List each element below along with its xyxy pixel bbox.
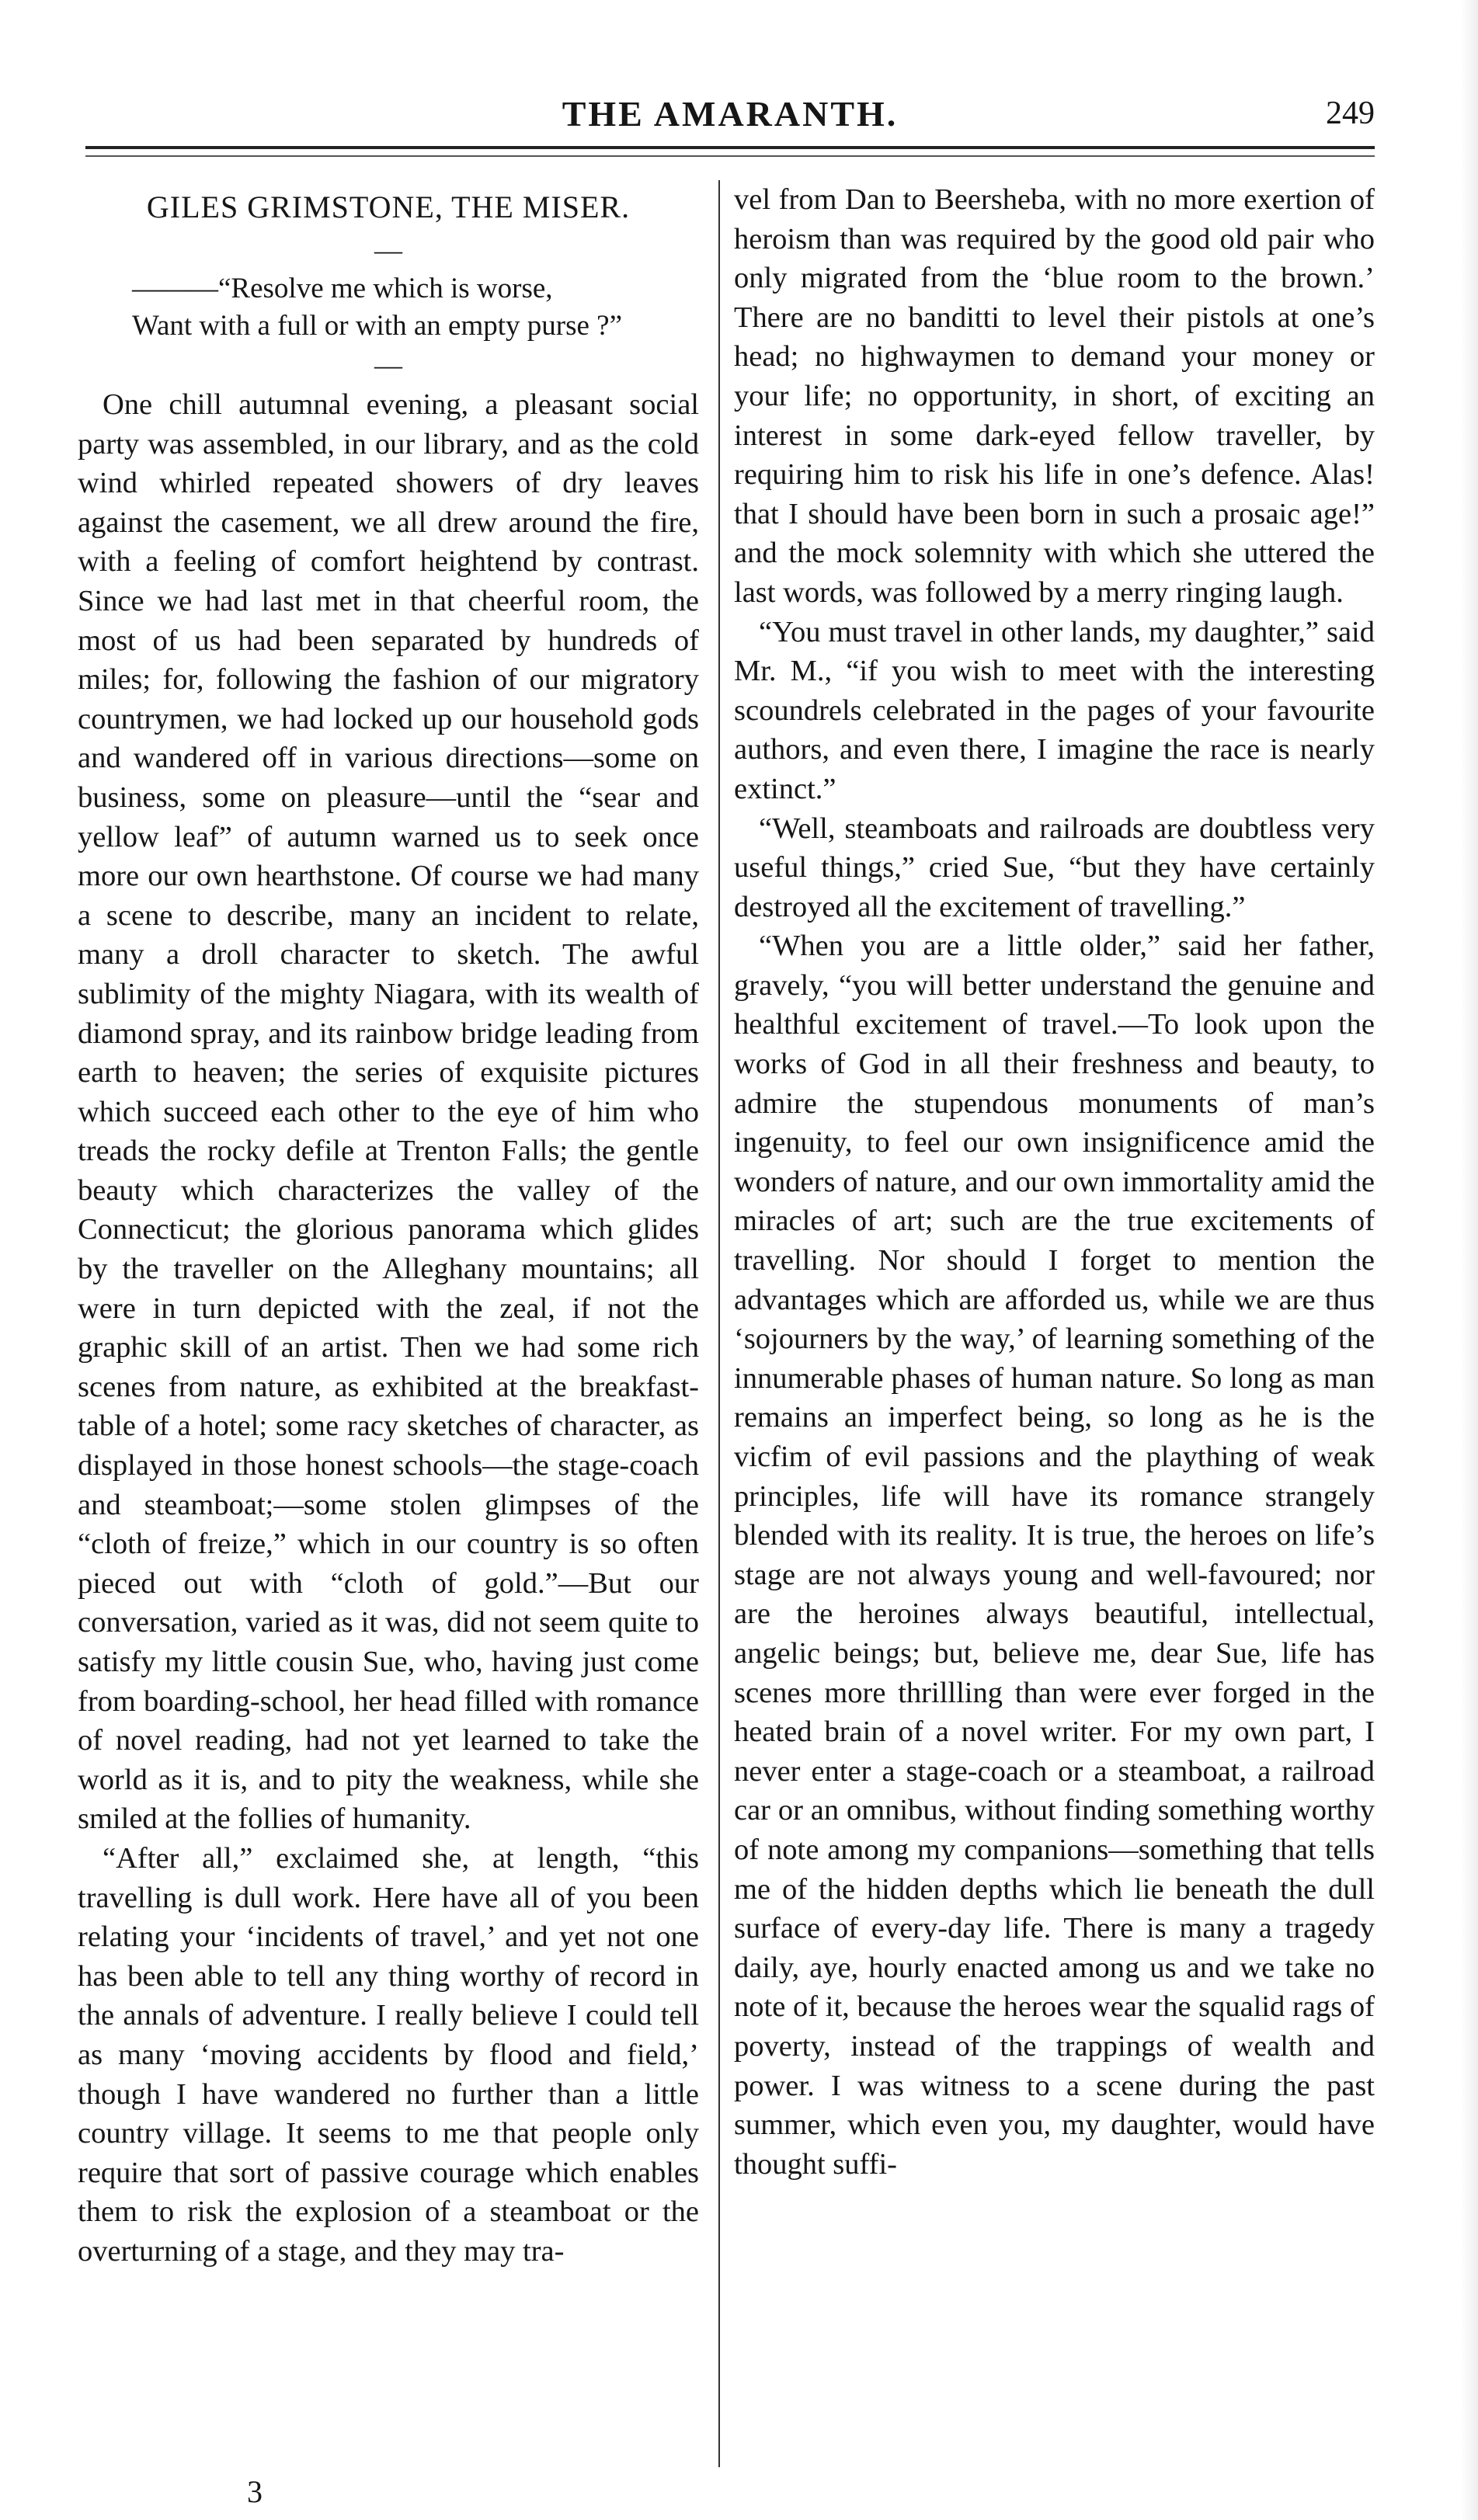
page-number: 249 (1326, 96, 1375, 131)
epigraph-line-1: ———“Resolve me which is worse, (132, 273, 553, 304)
left-column (78, 180, 699, 2471)
paragraph: “After all,” exclaimed she, at length, “this travelling is dull work. Here have all of you been relating your ‘incidents of travel,’ and yet not one has been able to tell any thing worthy of record in the annals of adventure. I really believe I could tell as many ‘moving accidents by flood and field,’ though I have wandered no further than a little country village. It seems to me that people only require that sort of passive courage which enables them to risk the explosion of a steamboat or the overturning of a stage, and they may tra- (78, 1841, 699, 2268)
running-title: THE AMARANTH. (562, 94, 899, 134)
header-rule-thick (85, 146, 1375, 149)
paragraph: “You must travel in other lands, my daughter,” said Mr. M., “if you wish to meet with the interesting scoundrels celebrated in the pages of your favourite authors, and even there, I imagine the race is nearly extinct.” (734, 615, 1375, 805)
paragraph: vel from Dan to Beersheba, with no more exertion of heroism than was required by the good old pair who only migrated from the ‘blue room to the brown.’ There are no banditti to level their pistols at one’s head; no highwaymen to demand your money or your life; no opportunity, in short, of exciting an interest in some dark-eyed fellow traveller, by requiring him to risk his life in one’s defence. Alas! that I should have been born in such a prosaic age!” and the mock solemnity with which she uttered the last words, was followed by a merry ringing laugh. (734, 183, 1375, 609)
epigraph (78, 270, 699, 345)
signature-mark: 3 (247, 2474, 263, 2509)
epigraph-line-2: Want with a full or with an empty purse ?” (132, 310, 622, 342)
paragraph: One chill autumnal evening, a pleasant social party was assembled, in our library, and as the cold wind whirled repeated showers of dry leaves against the casement, we all drew around the fire, with a feeling of comfort heightend by contrast. Since we had last met in that cheerful room, the most of us had been separated by hundreds of miles; for, following the fashion of our migratory countrymen, we had locked up our household gods and wandered off in various directions—some on business, some on pleasure—until the “sear and yellow leaf” of autumn warned us to seek once more our own hearthstone. Of course we had many a scene to describe, many an incident to relate, many a droll character to sketch. The awful sublimity of the mighty Niagara, with its wealth of diamond spray, and its rainbow bridge leading from earth to heaven; the series of exquisite pictures which succeed each other to the eye of him who treads the rocky defile at Trenton Falls; the gentle beauty which characterizes the valley of the Connecticut; the glorious panorama which glides by the traveller on the Alleghany mountains; all were in turn depicted with the zeal, if not the graphic skill of an artist. Then we had some rich scenes from nature, as exhibited at the breakfast-table of a hotel; some racy sketches of character, as displayed in those honest schools—the stage-coach and steamboat;—some stolen glimpses of the “cloth of freize,” which in our country is so often pieced out with “cloth of gold.”—But our conversation, varied as it was, did not seem quite to satisfy my little cousin Sue, who, having just come from boarding-school, her head filled with romance of novel reading, had not yet learned to take the world as it is, and to pity the weakness, while she smiled at the follies of humanity. (78, 388, 699, 1836)
scan-edge (1461, 0, 1478, 2520)
epigraph-separator: — (374, 349, 402, 381)
column-divider (718, 180, 720, 2467)
title-separator: — (374, 235, 402, 266)
header-rule-thin (85, 155, 1375, 157)
running-head (85, 82, 1375, 137)
right-column (734, 180, 1375, 2471)
paragraph: “When you are a little older,” said her father, gravely, “you will better understand the genuine and healthful excitement of travel.—To look upon the works of God in all their freshness and beauty, to admire the stupendous monuments of man’s ingenuity, to feel our own insignificence amid the wonders of nature, and our own immortality amid the miracles of art; such are the true excitements of travelling. Nor should I forget to mention the advantages which are afforded us, while we are thus ‘sojourners by the way,’ of learning something of the innumerable phases of human nature. So long as man remains an imperfect being, so long as he is the vicfim of evil passions and the plaything of weak principles, life will have its romance strangely blended with its reality. It is true, the heroes on life’s stage are not always young and well-favoured; nor are the heroines always beautiful, intellectual, angelic beings; but, believe me, dear Sue, life has scenes more thrillling than were ever forged in the heated brain of a novel writer. For my own part, I never enter a stage-coach or a steamboat, a railroad car or an omnibus, without finding something worthy of note among my companions—something that tells me of the hidden depths which lie beneath the dull surface of every-day life. There is many a tragedy daily, aye, hourly enacted among us and we take no note of it, because the heroes wear the squalid rags of poverty, instead of the trappings of wealth and power. I was witness to a scene during the past summer, which even you, my daughter, would have thought suffi- (734, 930, 1375, 2181)
article-title: GILES GRIMSTONE, THE MISER. (146, 189, 631, 224)
paragraph: “Well, steamboats and railroads are doubtless very useful things,” cried Sue, “but they have certainly destroyed all the excitement of travelling.” (734, 812, 1375, 923)
